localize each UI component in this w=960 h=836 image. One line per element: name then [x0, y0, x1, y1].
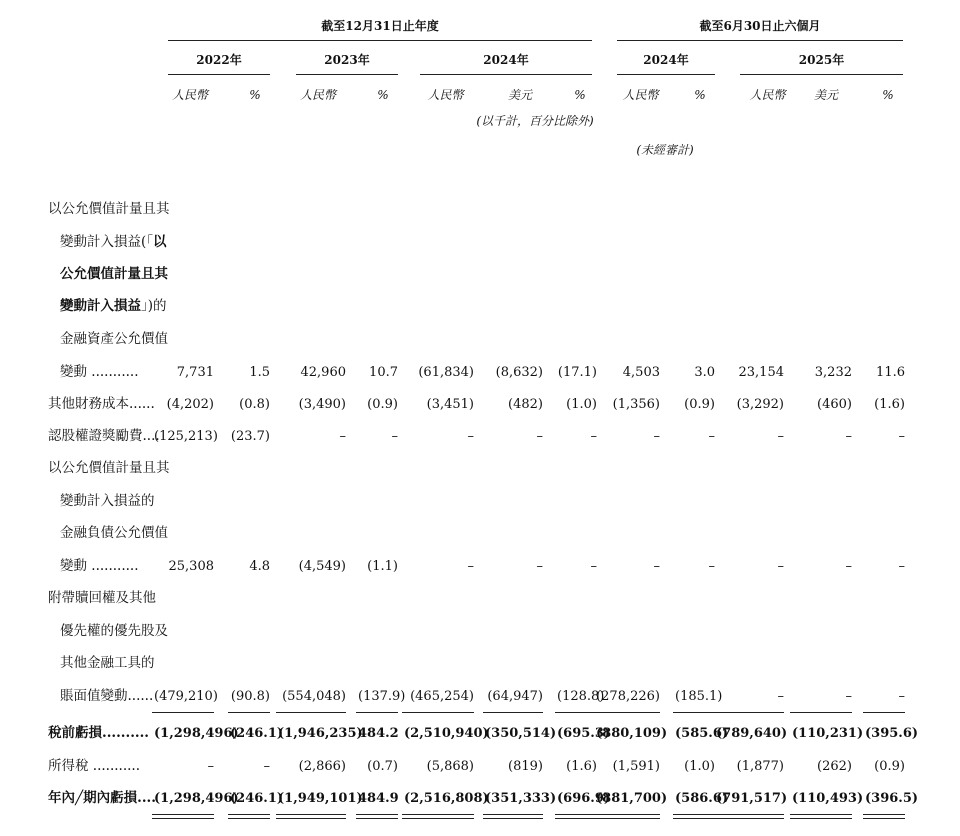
row-label: 變動計入損益」)的: [60, 298, 167, 314]
table-cell: (554,048): [282, 689, 346, 704]
table-cell: (1.6): [566, 759, 597, 774]
total-double-rule: [673, 818, 715, 819]
table-cell: –: [207, 759, 214, 774]
subtotal-rule: [276, 712, 346, 713]
table-cell: (125,213): [154, 429, 218, 444]
year-header-rule: [168, 74, 270, 75]
table-cell: (881,700): [596, 791, 668, 806]
total-double-rule: [228, 818, 270, 819]
table-cell: –: [590, 559, 597, 574]
table-cell: (396.5): [865, 791, 919, 806]
row-label-pretax: 稅前虧損..........: [48, 725, 149, 741]
table-cell: –: [590, 429, 597, 444]
table-cell: (1,298,496): [154, 726, 239, 741]
table-cell: –: [263, 759, 270, 774]
table-cell: (64,947): [487, 689, 543, 704]
row-label: 其他財務成本......: [48, 396, 155, 412]
subtotal-rule: [594, 712, 660, 713]
table-cell: (90.8): [230, 689, 270, 704]
year-header-rule: [296, 74, 398, 75]
year-header-rule: [740, 74, 903, 75]
table-cell: –: [845, 559, 852, 574]
group-header-six-months: 截至6月30日止六個月: [699, 19, 821, 33]
row-label: 變動 ...........: [60, 364, 139, 380]
table-cell: (3,451): [426, 397, 474, 412]
unit-header: 人民幣: [299, 88, 336, 102]
total-double-rule: [152, 818, 214, 819]
table-cell: –: [845, 429, 852, 444]
table-cell: 4,503: [622, 365, 660, 380]
total-double-rule: [790, 814, 852, 815]
table-cell: –: [777, 689, 784, 704]
table-cell: (351,333): [485, 791, 557, 806]
total-double-rule: [483, 818, 543, 819]
row-label: 附帶贖回權及其他: [48, 590, 156, 606]
table-cell: (61,834): [418, 365, 474, 380]
table-cell: (585.6): [675, 726, 729, 741]
table-cell: (1.1): [367, 559, 398, 574]
table-cell: (1,591): [612, 759, 660, 774]
table-cell: (4,549): [298, 559, 346, 574]
total-double-rule: [356, 818, 398, 819]
total-double-rule: [483, 814, 543, 815]
subtotal-rule: [555, 712, 597, 713]
unit-header: 人民幣: [171, 88, 208, 102]
subtotal-rule: [790, 712, 852, 713]
table-cell: (137.9): [358, 689, 406, 704]
total-double-rule: [673, 814, 715, 815]
row-label: 其他金融工具的: [60, 655, 155, 671]
table-cell: (1.0): [566, 397, 597, 412]
subtotal-rule: [152, 712, 214, 713]
year-header: 2022年: [196, 53, 242, 67]
year-header: 2024年: [643, 53, 689, 67]
table-cell: (880,109): [596, 726, 668, 741]
table-cell: –: [467, 559, 474, 574]
note-thousands: (以千計，百分比除外): [476, 114, 594, 128]
total-double-rule: [276, 818, 346, 819]
row-label: 變動計入損益(「以: [60, 234, 167, 250]
table-cell: (278,226): [596, 689, 660, 704]
year-header: 2025年: [798, 53, 845, 67]
row-label: 以公允價值計量且其: [48, 201, 170, 217]
row-label: 所得稅 ...........: [48, 758, 140, 774]
total-double-rule: [152, 814, 214, 815]
row-label: 變動計入損益的: [60, 493, 155, 509]
subtotal-rule: [228, 712, 270, 713]
note-unaudited: (未經審計): [636, 143, 694, 157]
unit-header: 美元: [507, 88, 532, 102]
table-cell: (110,231): [792, 726, 864, 741]
table-cell: (819): [508, 759, 543, 774]
table-cell: (8,632): [495, 365, 543, 380]
table-cell: 3,232: [814, 365, 852, 380]
table-cell: 11.6: [876, 365, 905, 380]
total-double-rule: [863, 818, 905, 819]
row-label: 賬面值變動......: [60, 688, 154, 704]
total-double-rule: [228, 814, 270, 815]
table-cell: 10.7: [369, 365, 398, 380]
total-double-rule: [402, 814, 474, 815]
total-double-rule: [594, 818, 660, 819]
table-cell: –: [898, 689, 905, 704]
table-cell: (695.3): [557, 726, 611, 741]
table-cell: –: [898, 429, 905, 444]
table-cell: (246.1): [230, 791, 284, 806]
table-cell: –: [391, 429, 398, 444]
table-cell: –: [536, 559, 543, 574]
subtotal-rule: [356, 712, 398, 713]
total-double-rule: [714, 818, 784, 819]
unit-header: %: [882, 88, 894, 102]
year-header-rule: [617, 74, 715, 75]
year-header: 2024年: [483, 53, 529, 67]
total-double-rule: [555, 814, 597, 815]
unit-header: 人民幣: [622, 88, 659, 102]
table-cell: –: [708, 429, 715, 444]
row-label-emphasis: 公允價值計量且其: [60, 266, 168, 282]
total-double-rule: [863, 814, 905, 815]
table-cell: (460): [817, 397, 852, 412]
total-double-rule: [276, 814, 346, 815]
table-cell: (395.6): [865, 726, 919, 741]
table-cell: (1.6): [874, 397, 905, 412]
subtotal-rule: [402, 712, 474, 713]
table-cell: (791,517): [716, 791, 788, 806]
table-cell: 23,154: [738, 365, 784, 380]
total-double-rule: [356, 814, 398, 815]
unit-header: 人民幣: [427, 88, 464, 102]
table-cell: (482): [508, 397, 543, 412]
total-double-rule: [714, 814, 784, 815]
group-header-rule: [617, 40, 903, 41]
table-cell: –: [898, 559, 905, 574]
table-cell: (479,210): [154, 689, 218, 704]
table-cell: (0.8): [239, 397, 270, 412]
table-cell: 7,731: [176, 365, 214, 380]
table-cell: –: [653, 559, 660, 574]
total-double-rule: [402, 818, 474, 819]
table-cell: (2,510,940): [404, 726, 489, 741]
table-cell: 3.0: [694, 365, 715, 380]
table-cell: (0.9): [684, 397, 715, 412]
table-cell: –: [777, 429, 784, 444]
table-cell: (23.7): [230, 429, 270, 444]
table-cell: 25,308: [168, 559, 214, 574]
table-cell: (350,514): [485, 726, 557, 741]
table-cell: (1,949,101): [278, 791, 363, 806]
year-header-rule: [420, 74, 592, 75]
unit-header: %: [249, 88, 261, 102]
table-cell: –: [777, 559, 784, 574]
table-cell: (17.1): [557, 365, 597, 380]
table-cell: (1,356): [612, 397, 660, 412]
row-label: 以公允價值計量且其: [48, 460, 170, 476]
row-label-net-loss: 年內╱期內虧損....: [48, 790, 156, 806]
row-label: 變動 ...........: [60, 558, 139, 574]
table-cell: 1.5: [249, 365, 270, 380]
row-label: 認股權證獎勵費....: [48, 428, 160, 444]
table-cell: (1,877): [736, 759, 784, 774]
group-header-fiscal-year: 截至12月31日止年度: [321, 19, 439, 33]
table-cell: (789,640): [716, 726, 788, 741]
table-cell: (2,866): [298, 759, 346, 774]
total-double-rule: [594, 814, 660, 815]
table-cell: (128.8): [557, 689, 605, 704]
table-cell: (1.0): [684, 759, 715, 774]
total-double-rule: [555, 818, 597, 819]
unit-header: %: [574, 88, 586, 102]
table-cell: (5,868): [426, 759, 474, 774]
table-cell: 42,960: [300, 365, 346, 380]
table-cell: (262): [817, 759, 852, 774]
row-label: 優先權的優先股及: [60, 623, 168, 639]
unit-header: %: [694, 88, 706, 102]
table-cell: 484.2: [358, 726, 399, 741]
table-cell: –: [536, 429, 543, 444]
table-cell: (0.9): [874, 759, 905, 774]
table-cell: (185.1): [675, 689, 723, 704]
table-cell: (1,298,496): [154, 791, 239, 806]
table-cell: (3,292): [736, 397, 784, 412]
table-cell: (4,202): [166, 397, 214, 412]
subtotal-rule: [714, 712, 784, 713]
row-label: 金融負債公允價值: [60, 525, 168, 541]
subtotal-rule: [673, 712, 715, 713]
table-cell: (465,254): [410, 689, 474, 704]
table-cell: (1,946,235): [278, 726, 363, 741]
table-cell: (696.9): [557, 791, 611, 806]
table-cell: (0.9): [367, 397, 398, 412]
table-cell: (2,516,808): [404, 791, 489, 806]
table-cell: –: [845, 689, 852, 704]
row-label: 金融資產公允價值: [60, 331, 168, 347]
total-double-rule: [790, 818, 852, 819]
table-cell: (0.7): [367, 759, 398, 774]
year-header: 2023年: [324, 53, 370, 67]
subtotal-rule: [863, 712, 905, 713]
table-cell: (246.1): [230, 726, 284, 741]
unit-header: 人民幣: [749, 88, 786, 102]
table-cell: –: [653, 429, 660, 444]
table-cell: 4.8: [249, 559, 270, 574]
unit-header: 美元: [813, 88, 838, 102]
table-cell: –: [339, 429, 346, 444]
unit-header: %: [377, 88, 389, 102]
group-header-rule: [168, 40, 592, 41]
table-cell: 484.9: [358, 791, 399, 806]
table-cell: (586.6): [675, 791, 729, 806]
subtotal-rule: [483, 712, 543, 713]
table-cell: (3,490): [298, 397, 346, 412]
table-cell: (110,493): [792, 791, 864, 806]
table-cell: –: [467, 429, 474, 444]
table-cell: –: [708, 559, 715, 574]
